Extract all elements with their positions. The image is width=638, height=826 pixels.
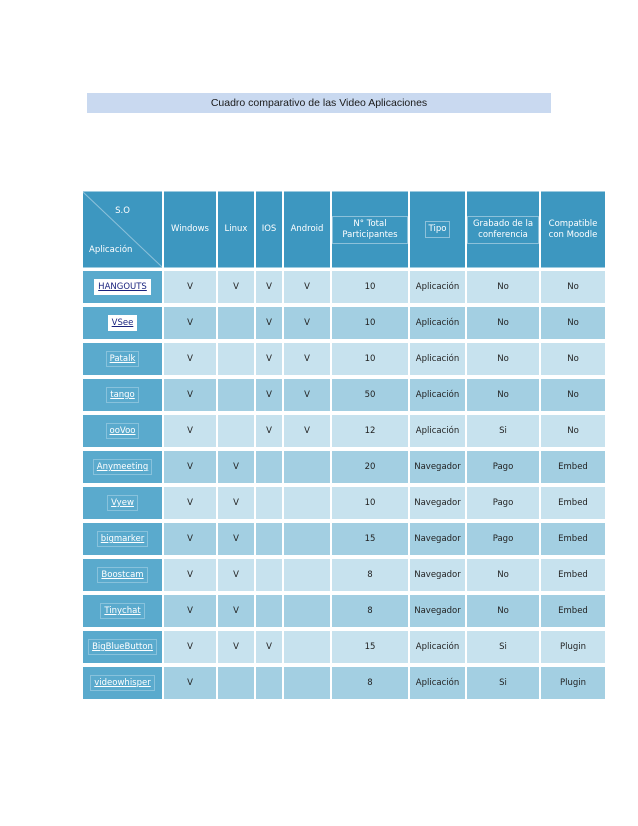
cell-recording: No <box>467 378 539 412</box>
app-name-cell <box>83 378 162 412</box>
cell-recording: Pago <box>467 522 539 556</box>
cell-participants: 10 <box>332 486 408 520</box>
app-name-cell <box>83 522 162 556</box>
app-name-link[interactable]: bigmarker <box>97 531 148 547</box>
cell-recording: No <box>467 306 539 340</box>
cell-tipo: Aplicación <box>410 666 465 700</box>
app-name-cell <box>83 594 162 628</box>
cell-moodle: Embed <box>541 450 605 484</box>
app-name-cell <box>83 558 162 592</box>
cell-windows: V <box>164 486 216 520</box>
page-title-bar <box>87 93 551 113</box>
table-row <box>83 342 605 376</box>
cell-participants: 15 <box>332 522 408 556</box>
table-row <box>83 414 605 448</box>
header-linux: Linux <box>218 191 254 268</box>
cell-recording: No <box>467 342 539 376</box>
cell-ios <box>256 450 282 484</box>
cell-android: V <box>284 414 330 448</box>
cell-ios: V <box>256 378 282 412</box>
cell-linux <box>218 306 254 340</box>
cell-windows: V <box>164 270 216 304</box>
cell-android <box>284 522 330 556</box>
app-name-link[interactable]: tango <box>106 387 139 403</box>
corner-label-so: S.O <box>115 206 130 216</box>
app-name-cell <box>83 342 162 376</box>
app-name-cell <box>83 306 162 340</box>
cell-moodle: No <box>541 414 605 448</box>
cell-windows: V <box>164 342 216 376</box>
cell-windows: V <box>164 666 216 700</box>
cell-linux: V <box>218 270 254 304</box>
cell-recording: No <box>467 558 539 592</box>
app-name-link[interactable]: videowhisper <box>90 675 154 691</box>
cell-moodle: No <box>541 378 605 412</box>
cell-windows: V <box>164 594 216 628</box>
cell-ios <box>256 486 282 520</box>
cell-ios: V <box>256 414 282 448</box>
header-tipo: Tipo <box>410 191 465 268</box>
header-moodle: Compatible con Moodle <box>541 191 605 268</box>
cell-tipo: Navegador <box>410 486 465 520</box>
table-row <box>83 522 605 556</box>
cell-moodle: No <box>541 306 605 340</box>
cell-android <box>284 558 330 592</box>
table-body <box>83 270 605 700</box>
cell-ios: V <box>256 630 282 664</box>
cell-ios <box>256 594 282 628</box>
header-windows: Windows <box>164 191 216 268</box>
cell-participants: 50 <box>332 378 408 412</box>
page-title: Cuadro comparativo de las Video Aplicaciones <box>210 97 428 109</box>
cell-moodle: Embed <box>541 594 605 628</box>
cell-android <box>284 486 330 520</box>
app-name-link[interactable]: HANGOUTS <box>94 279 151 295</box>
table-row <box>83 666 605 700</box>
cell-android <box>284 594 330 628</box>
cell-tipo: Aplicación <box>410 414 465 448</box>
cell-linux: V <box>218 486 254 520</box>
app-name-cell <box>83 630 162 664</box>
cell-recording: Pago <box>467 486 539 520</box>
cell-android: V <box>284 378 330 412</box>
cell-tipo: Navegador <box>410 558 465 592</box>
header-android: Android <box>284 191 330 268</box>
app-name-link[interactable]: Tinychat <box>100 603 144 619</box>
cell-tipo: Navegador <box>410 522 465 556</box>
cell-linux: V <box>218 450 254 484</box>
cell-android <box>284 666 330 700</box>
app-name-cell <box>83 414 162 448</box>
cell-moodle: No <box>541 342 605 376</box>
cell-recording: Pago <box>467 450 539 484</box>
app-name-cell <box>83 486 162 520</box>
cell-tipo: Navegador <box>410 450 465 484</box>
cell-recording: No <box>467 270 539 304</box>
cell-moodle: Embed <box>541 558 605 592</box>
cell-ios <box>256 666 282 700</box>
cell-ios: V <box>256 270 282 304</box>
cell-tipo: Aplicación <box>410 378 465 412</box>
cell-linux: V <box>218 594 254 628</box>
app-name-cell <box>83 270 162 304</box>
table-row <box>83 486 605 520</box>
cell-windows: V <box>164 630 216 664</box>
cell-participants: 10 <box>332 270 408 304</box>
cell-android <box>284 630 330 664</box>
cell-linux: V <box>218 558 254 592</box>
cell-linux <box>218 342 254 376</box>
cell-windows: V <box>164 522 216 556</box>
cell-tipo: Aplicación <box>410 630 465 664</box>
cell-tipo: Navegador <box>410 594 465 628</box>
corner-label-aplicacion: Aplicación <box>89 245 133 255</box>
cell-linux: V <box>218 630 254 664</box>
cell-participants: 10 <box>332 342 408 376</box>
cell-linux <box>218 666 254 700</box>
app-name-cell <box>83 666 162 700</box>
cell-ios: V <box>256 342 282 376</box>
cell-tipo: Aplicación <box>410 342 465 376</box>
cell-moodle: No <box>541 270 605 304</box>
cell-windows: V <box>164 414 216 448</box>
cell-ios <box>256 558 282 592</box>
app-name-link[interactable]: Boostcam <box>97 567 147 583</box>
header-total-participants: N° Total Participantes <box>332 191 408 268</box>
table-row <box>83 378 605 412</box>
table-row <box>83 594 605 628</box>
corner-diagonal-line <box>83 192 162 267</box>
app-name-cell <box>83 450 162 484</box>
cell-moodle: Plugin <box>541 630 605 664</box>
cell-participants: 8 <box>332 558 408 592</box>
cell-linux: V <box>218 522 254 556</box>
cell-ios <box>256 522 282 556</box>
corner-header-cell <box>83 191 162 268</box>
app-name-link[interactable]: Anymeeting <box>93 459 152 475</box>
cell-linux <box>218 414 254 448</box>
cell-windows: V <box>164 378 216 412</box>
table-row <box>83 306 605 340</box>
comparison-table <box>81 189 607 702</box>
cell-tipo: Aplicación <box>410 306 465 340</box>
cell-participants: 15 <box>332 630 408 664</box>
cell-ios: V <box>256 306 282 340</box>
table-row <box>83 270 605 304</box>
cell-participants: 8 <box>332 666 408 700</box>
cell-android: V <box>284 306 330 340</box>
cell-recording: Si <box>467 414 539 448</box>
cell-moodle: Plugin <box>541 666 605 700</box>
cell-recording: No <box>467 594 539 628</box>
cell-android: V <box>284 342 330 376</box>
cell-windows: V <box>164 306 216 340</box>
cell-android <box>284 450 330 484</box>
header-recording: Grabado de la conferencia <box>467 191 539 268</box>
app-name-link[interactable]: Vyew <box>107 495 138 511</box>
cell-moodle: Embed <box>541 522 605 556</box>
app-name-link[interactable]: Patalk <box>106 351 140 367</box>
cell-recording: Si <box>467 630 539 664</box>
cell-participants: 12 <box>332 414 408 448</box>
cell-participants: 8 <box>332 594 408 628</box>
app-name-link[interactable]: BigBlueButton <box>88 639 157 655</box>
cell-participants: 10 <box>332 306 408 340</box>
cell-windows: V <box>164 450 216 484</box>
cell-moodle: Embed <box>541 486 605 520</box>
app-name-link[interactable]: VSee <box>108 315 138 331</box>
header-row <box>83 191 605 268</box>
cell-tipo: Aplicación <box>410 270 465 304</box>
header-ios: IOS <box>256 191 282 268</box>
cell-recording: Si <box>467 666 539 700</box>
cell-android: V <box>284 270 330 304</box>
table-row <box>83 558 605 592</box>
cell-windows: V <box>164 558 216 592</box>
app-name-link[interactable]: ooVoo <box>106 423 140 439</box>
table-row <box>83 630 605 664</box>
cell-participants: 20 <box>332 450 408 484</box>
table-row <box>83 450 605 484</box>
cell-linux <box>218 378 254 412</box>
